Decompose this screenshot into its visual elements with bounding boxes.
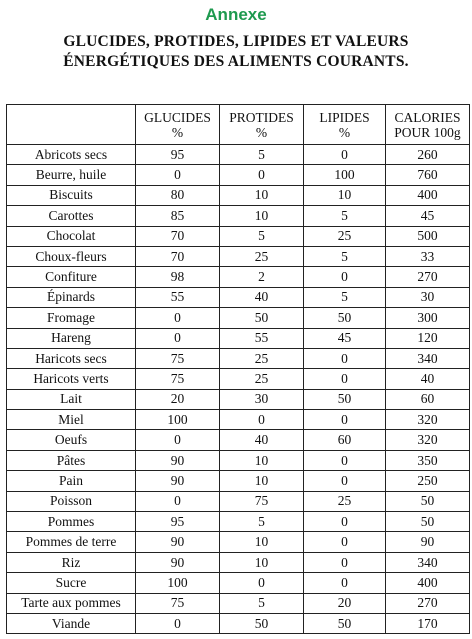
food-name-cell: Beurre, huile [7,165,136,185]
food-name-cell: Confiture [7,267,136,287]
calories-cell: 60 [386,389,470,409]
glucides-cell: 90 [136,532,220,552]
table-header-row [7,105,470,145]
table-row [7,491,470,511]
document-title-line-2: ÉNERGÉTIQUES DES ALIMENTS COURANTS. [63,53,409,70]
glucides-cell: 98 [136,267,220,287]
table-row [7,246,470,266]
lipides-cell: 20 [304,593,386,613]
protides-cell: 25 [220,369,304,389]
lipides-cell: 50 [304,308,386,328]
protides-cell: 0 [220,573,304,593]
table-row [7,226,470,246]
protides-cell: 0 [220,165,304,185]
protides-cell: 5 [220,593,304,613]
lipides-cell: 0 [304,369,386,389]
glucides-cell: 75 [136,369,220,389]
header-protides-label: PROTIDES [229,109,294,125]
glucides-cell: 95 [136,145,220,165]
food-name-cell: Viande [7,613,136,633]
food-name-cell: Lait [7,389,136,409]
calories-cell: 400 [386,185,470,205]
lipides-cell: 25 [304,226,386,246]
table-row [7,185,470,205]
table-row [7,573,470,593]
protides-cell: 0 [220,410,304,430]
glucides-cell: 0 [136,430,220,450]
food-name-cell: Sucre [7,573,136,593]
table-row [7,206,470,226]
calories-cell: 250 [386,471,470,491]
table-row [7,532,470,552]
calories-cell: 400 [386,573,470,593]
table-row [7,267,470,287]
lipides-cell: 0 [304,512,386,532]
protides-cell: 25 [220,246,304,266]
table-row [7,471,470,491]
protides-cell: 5 [220,512,304,532]
lipides-cell: 0 [304,450,386,470]
document-title-line-1: GLUCIDES, PROTIDES, LIPIDES ET VALEURS [63,33,409,50]
food-name-cell: Riz [7,552,136,572]
calories-cell: 320 [386,430,470,450]
food-name-cell: Tarte aux pommes [7,593,136,613]
food-name-cell: Miel [7,410,136,430]
protides-cell: 30 [220,389,304,409]
table-row [7,613,470,633]
header-lipides [304,105,386,145]
lipides-cell: 0 [304,145,386,165]
food-name-cell: Haricots verts [7,369,136,389]
header-calories-label: CALORIES [394,109,461,125]
lipides-cell: 5 [304,246,386,266]
glucides-cell: 0 [136,491,220,511]
protides-cell: 5 [220,226,304,246]
calories-cell: 320 [386,410,470,430]
protides-cell: 10 [220,185,304,205]
table-row [7,328,470,348]
glucides-cell: 100 [136,410,220,430]
food-name-cell: Pâtes [7,450,136,470]
food-name-cell: Abricots secs [7,145,136,165]
food-name-cell: Épinards [7,287,136,307]
table-row [7,430,470,450]
glucides-cell: 80 [136,185,220,205]
food-name-cell: Fromage [7,308,136,328]
header-calories-unit: POUR 100g [394,124,461,140]
food-name-cell: Biscuits [7,185,136,205]
table-row [7,369,470,389]
glucides-cell: 75 [136,348,220,368]
glucides-cell: 85 [136,206,220,226]
lipides-cell: 45 [304,328,386,348]
food-name-cell: Poisson [7,491,136,511]
lipides-cell: 50 [304,613,386,633]
food-name-cell: Chocolat [7,226,136,246]
calories-cell: 300 [386,308,470,328]
protides-cell: 10 [220,552,304,572]
annex-heading: Annexe [205,5,267,24]
food-name-cell: Choux-fleurs [7,246,136,266]
glucides-cell: 90 [136,450,220,470]
table-row [7,165,470,185]
calories-cell: 90 [386,532,470,552]
food-name-cell: Carottes [7,206,136,226]
calories-cell: 50 [386,491,470,511]
protides-cell: 40 [220,430,304,450]
table-row [7,348,470,368]
nutrition-table [6,104,470,634]
calories-cell: 120 [386,328,470,348]
glucides-cell: 95 [136,512,220,532]
food-name-cell: Pommes de terre [7,532,136,552]
calories-cell: 760 [386,165,470,185]
lipides-cell: 0 [304,532,386,552]
header-lipides-unit: % [338,124,351,140]
lipides-cell: 5 [304,287,386,307]
header-glucides [136,105,220,145]
glucides-cell: 20 [136,389,220,409]
calories-cell: 260 [386,145,470,165]
lipides-cell: 0 [304,348,386,368]
protides-cell: 10 [220,471,304,491]
glucides-cell: 75 [136,593,220,613]
table-row [7,287,470,307]
lipides-cell: 60 [304,430,386,450]
table-row [7,512,470,532]
glucides-cell: 90 [136,552,220,572]
protides-cell: 10 [220,532,304,552]
glucides-cell: 70 [136,226,220,246]
header-protides [220,105,304,145]
lipides-cell: 10 [304,185,386,205]
lipides-cell: 0 [304,552,386,572]
glucides-cell: 0 [136,328,220,348]
calories-cell: 170 [386,613,470,633]
calories-cell: 270 [386,593,470,613]
glucides-cell: 90 [136,471,220,491]
lipides-cell: 0 [304,471,386,491]
protides-cell: 5 [220,145,304,165]
food-name-cell: Hareng [7,328,136,348]
calories-cell: 40 [386,369,470,389]
calories-cell: 340 [386,348,470,368]
table-row [7,593,470,613]
header-glucides-unit: % [171,124,184,140]
calories-cell: 33 [386,246,470,266]
protides-cell: 50 [220,613,304,633]
glucides-cell: 70 [136,246,220,266]
lipides-cell: 25 [304,491,386,511]
calories-cell: 45 [386,206,470,226]
table-row [7,450,470,470]
lipides-cell: 0 [304,410,386,430]
lipides-cell: 50 [304,389,386,409]
calories-cell: 270 [386,267,470,287]
protides-cell: 75 [220,491,304,511]
calories-cell: 500 [386,226,470,246]
table-row [7,389,470,409]
food-name-cell: Haricots secs [7,348,136,368]
lipides-cell: 5 [304,206,386,226]
protides-cell: 25 [220,348,304,368]
lipides-cell: 0 [304,267,386,287]
header-protides-unit: % [255,124,268,140]
lipides-cell: 0 [304,573,386,593]
calories-cell: 30 [386,287,470,307]
calories-cell: 340 [386,552,470,572]
food-name-cell: Pain [7,471,136,491]
protides-cell: 55 [220,328,304,348]
table-body [7,145,470,634]
glucides-cell: 0 [136,613,220,633]
protides-cell: 10 [220,450,304,470]
header-food [7,105,136,145]
calories-cell: 350 [386,450,470,470]
lipides-cell: 100 [304,165,386,185]
protides-cell: 10 [220,206,304,226]
glucides-cell: 100 [136,573,220,593]
header-calories [386,105,470,145]
header-glucides-label: GLUCIDES [144,109,211,125]
table-row [7,552,470,572]
protides-cell: 50 [220,308,304,328]
food-name-cell: Oeufs [7,430,136,450]
header-lipides-label: LIPIDES [319,109,370,125]
table-row [7,308,470,328]
food-name-cell: Pommes [7,512,136,532]
table-row [7,410,470,430]
calories-cell: 50 [386,512,470,532]
glucides-cell: 0 [136,308,220,328]
glucides-cell: 55 [136,287,220,307]
protides-cell: 40 [220,287,304,307]
glucides-cell: 0 [136,165,220,185]
protides-cell: 2 [220,267,304,287]
table-row [7,145,470,165]
